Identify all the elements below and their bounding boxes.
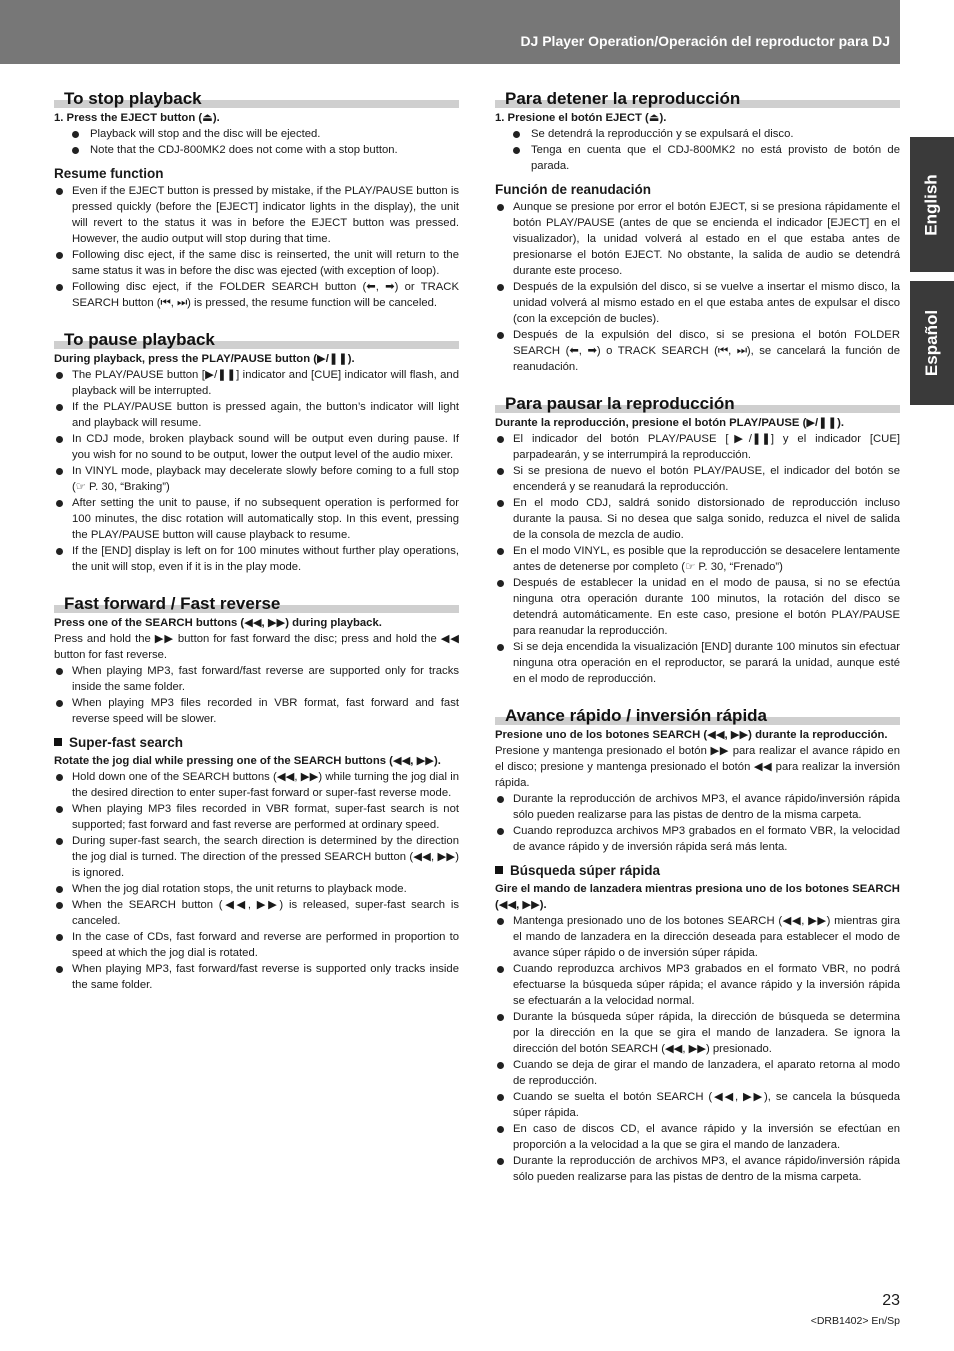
list-item: Hold down one of the SEARCH buttons (◀◀, ▶▶) while turning the jog dial in the desired direction to enter super-fast forward or super-fast reverse mode. [54,769,459,801]
list-item: Cuando reproduzca archivos MP3 grabados en el formato VBR, la velocidad de avance rápido y de inversión rápida será más lenta. [495,823,900,855]
list-item: When the SEARCH button (◀◀, ▶▶) is released, super-fast search is canceled. [54,897,459,929]
list-item: Durante la reproducción de archivos MP3, el avance rápido/inversión rápida sólo pueden realizarse para las pistas de dentro de la misma carpeta. [495,1153,900,1185]
section-title: To pause playback [64,330,215,349]
tab-spanish-label: Español [922,309,941,377]
list-item: When playing MP3, fast forward/fast reverse is supported only tracks inside the same folder. [54,961,459,993]
section-title: Para pausar la reproducción [505,394,735,413]
bullet-list [495,199,900,375]
bullet-list [54,663,459,727]
list-item: Even if the EJECT button is pressed by mistake, if the PLAY/PAUSE button is pressed quickly (before the [EJECT] indicator lights in the display), the unit will revert to the status it was in before the EJECT button was pressed. However, the audio output will stop during that time. [54,183,459,247]
subsection-title: Función de reanudación [495,182,652,197]
header-bar [0,0,900,64]
lead-instruction: Rotate the jog dial while pressing one of the SEARCH buttons (◀◀, ▶▶). [54,755,441,767]
bullet-list [495,431,900,687]
document-reference: <DRB1402> En/Sp [810,1315,900,1327]
list-item: Si se presiona de nuevo el botón PLAY/PAUSE, el indicador del botón se encenderá y se reanudará la reproducción. [495,463,900,495]
pause-section [495,389,900,687]
list-item: The PLAY/PAUSE button [▶/❚❚] indicator and [CUE] indicator will flash, and playback will be interrupted. [54,367,459,399]
paragraph: Presione y mantenga presionado el botón ▶▶ para realizar el avance rápido en el disco; presione y mantenga presionado el botón ◀◀ para realizar la inversión rápida. [495,745,900,789]
lead-instruction: Gire el mando de lanzadera mientras presiona uno de los botones SEARCH (◀◀, ▶▶). [495,883,900,911]
list-item: Cuando reproduzca archivos MP3 grabados en el formato VBR, no podrá efectuarse la búsqueda súper rápida; el avance rápido y la inversión rápida se efectuarán a la velocidad normal. [495,961,900,1009]
bullet-list [54,769,459,993]
tab-english[interactable] [910,137,954,272]
list-item: When playing MP3, fast forward/fast reverse are supported only for tracks inside the same folder. [54,663,459,695]
list-item: When the jog dial rotation stops, the unit returns to playback mode. [54,881,459,897]
lead-instruction: During playback, press the PLAY/PAUSE button (▶/❚❚). [54,353,355,365]
list-item: Playback will stop and the disc will be ejected. [54,126,459,142]
lead-instruction: Presione uno de los botones SEARCH (◀◀, ▶▶) durante la reproducción. [495,729,888,741]
stop-section [54,84,459,311]
list-item: Following disc eject, if the same disc is reinserted, the unit will return to the same status it was in before the disc was ejected (with exception of loop). [54,247,459,279]
list-item: Durante la reproducción de archivos MP3, el avance rápido/inversión rápida sólo pueden realizarse para las pistas de dentro de la misma carpeta. [495,791,900,823]
list-item: Cuando se suelta el botón SEARCH (◀◀, ▶▶), se cancela la búsqueda súper rápida. [495,1089,900,1121]
list-item: In the case of CDs, fast forward and reverse are performed in proportion to speed at which the jog dial is rotated. [54,929,459,961]
bullet-list [54,367,459,575]
subsection-title: Super-fast search [54,735,459,751]
stop-section [495,84,900,375]
bullet-list [495,791,900,855]
header-title: DJ Player Operation/Operación del reproductor para DJ [520,33,890,49]
list-item: Cuando se deja de girar el mando de lanzadera, el aparato retorna al modo de reproducción. [495,1057,900,1089]
bullet-list [54,126,459,158]
fast-forward-section [495,701,900,1185]
subsection-title: Búsqueda súper rápida [495,863,900,879]
list-item: Note that the CDJ-800MK2 does not come with a stop button. [54,142,459,158]
list-item: Se detendrá la reproducción y se expulsará el disco. [495,126,900,142]
list-item: After setting the unit to pause, if no subsequent operation is performed for 100 minutes, the disc rotation will automatically stop. In this event, pressing the PLAY/PAUSE button will cause playback to resume. [54,495,459,543]
spanish-column [495,84,900,1199]
english-column [54,84,459,1007]
list-item: Tenga en cuenta que el CDJ-800MK2 no está provisto de botón de parada. [495,142,900,174]
bullet-list [495,126,900,174]
section-title: To stop playback [64,89,202,108]
list-item: When playing MP3 files recorded in VBR format, fast forward and fast reverse speed will be slower. [54,695,459,727]
list-item: El indicador del botón PLAY/PAUSE [▶/❚❚] y el indicador [CUE] parpadearán, y se interrumpirá la reproducción. [495,431,900,463]
lead-instruction: Durante la reproducción, presione el botón PLAY/PAUSE (▶/❚❚). [495,417,845,429]
step-1: 1. Presione el botón EJECT (⏏). [495,112,667,124]
list-item: During super-fast search, the search direction is determined by the direction the jog dial is turned. The direction of the pressed SEARCH button (◀◀, ▶▶) is ignored. [54,833,459,881]
lead-instruction: Press one of the SEARCH buttons (◀◀, ▶▶) during playback. [54,617,382,629]
list-item: In CDJ mode, broken playback sound will be output even during pause. If you wish for no sound to be output, lower the output level of the audio mixer. [54,431,459,463]
list-item: Mantenga presionado uno de los botones SEARCH (◀◀, ▶▶) mientras gira el mando de lanzadera en la dirección deseada para establecer el modo de avance súper rápido o de inversión súper rápida. [495,913,900,961]
bullet-list [54,183,459,311]
list-item: Following disc eject, if the FOLDER SEARCH button (⬅, ➡) or TRACK SEARCH button (⏮, ⏭) is pressed, the resume function will be canceled. [54,279,459,311]
list-item: En caso de discos CD, el avance rápido y la inversión se efectúan en proporción a la velocidad a la que se gira el mando de lanzadera. [495,1121,900,1153]
list-item: En el modo CDJ, saldrá sonido distorsionado de reproducción incluso durante la pausa. Si no desea que salga sonido, reduzca el nivel de salida de la consola de mezcla de audio. [495,495,900,543]
section-title: Avance rápido / inversión rápida [505,706,768,725]
tab-spanish[interactable] [910,281,954,405]
section-title: Fast forward / Fast reverse [64,594,281,613]
pause-section [54,325,459,575]
step-1: 1. Press the EJECT button (⏏). [54,112,220,124]
list-item: Después de la expulsión del disco, si se vuelve a insertar el mismo disco, la unidad volverá al mismo estado en el que estaba antes de expulsar el disco (con la excepción de bucles). [495,279,900,327]
section-title: Para detener la reproducción [505,89,741,108]
fast-forward-section [54,589,459,993]
list-item: When playing MP3 files recorded in VBR format, super-fast search is not supported; fast forward and fast reverse are performed at ordinary speed. [54,801,459,833]
list-item: Después de la expulsión del disco, si se presiona el botón FOLDER SEARCH (⬅, ➡) o TRACK SEARCH (⏮, ⏭), se cancelará la función de reanudación. [495,327,900,375]
tab-english-label: English [922,173,941,236]
list-item: Después de establecer la unidad en el modo de pausa, si no se efectúa ninguna otra operación durante 100 minutos, la rotación del disco se detendrá automáticamente. En este caso, presione el botón PLAY/PAUSE para reanudar la reproducción. [495,575,900,639]
page-number: 23 [882,1292,900,1309]
list-item: If the PLAY/PAUSE button is pressed again, the button’s indicator will light and playback will resume. [54,399,459,431]
list-item: Durante la búsqueda súper rápida, la dirección de búsqueda se determina por la dirección en la que se gira el mando de lanzadera. Se ignora la dirección del botón SEARCH (◀◀, ▶▶) presionado. [495,1009,900,1057]
list-item: Aunque se presione por error el botón EJECT, si se presiona rápidamente el botón PLAY/PAUSE (antes de que se encienda el indicador [EJECT] en el visualizador), la unidad volverá al estado en el que estaba antes de presionarse el botón EJECT. No obstante, la salida de audio se detendrá durante este proceso. [495,199,900,279]
list-item: In VINYL mode, playback may decelerate slowly before coming to a full stop (☞ P. 30, “Braking”) [54,463,459,495]
list-item: Si se deja encendida la visualización [END] durante 100 minutos sin efectuar ninguna otra operación en el reproductor, se parará la unidad, aunque esté en el modo de reproducción. [495,639,900,687]
paragraph: Press and hold the ▶▶ button for fast forward the disc; press and hold the ◀◀ button for fast reverse. [54,633,459,661]
subsection-title: Resume function [54,166,164,181]
list-item: If the [END] display is left on for 100 minutes without further play operations, the unit will stop, even if it is in the play mode. [54,543,459,575]
list-item: En el modo VINYL, es posible que la reproducción se desacelere lentamente antes de detenerse por completo (☞ P. 30, “Frenado”) [495,543,900,575]
bullet-list [495,913,900,1185]
